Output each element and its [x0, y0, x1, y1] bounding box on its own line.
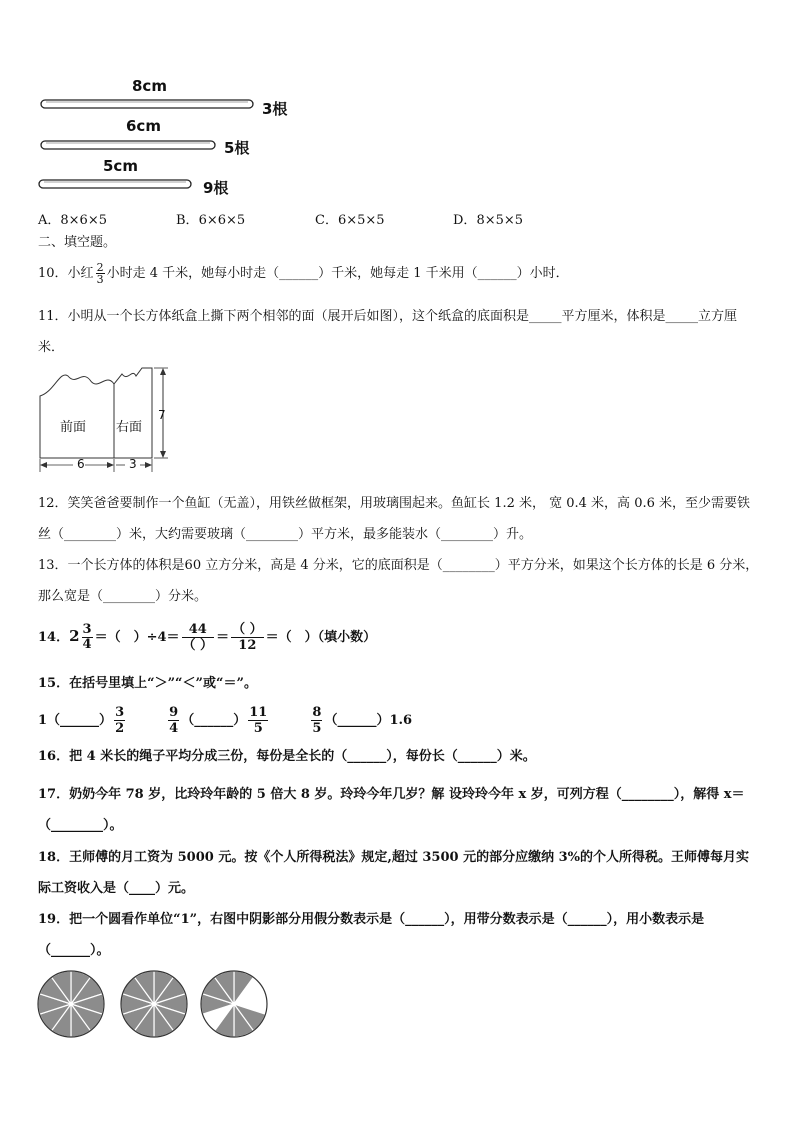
- rod-length-label: 8cm: [132, 77, 167, 95]
- question-15: 15．在括号里填上“＞”“＜”或“＝”。: [38, 676, 257, 691]
- front-face-label: 前面: [60, 420, 87, 435]
- fraction-circles: [36, 966, 276, 1042]
- front-width-label: 6: [77, 457, 85, 471]
- option-b: B．6×6×5: [176, 213, 246, 228]
- right-width-label: 3: [129, 457, 137, 471]
- rod-count-label: 3根: [262, 100, 288, 118]
- question-16: 16．把 4 米长的绳子平均分成三份，每份是全长的（______），每份长（______）米。: [38, 749, 536, 764]
- box-net-figure: [36, 362, 172, 474]
- rod-length-label: 5cm: [103, 157, 138, 175]
- option-a: A．8×6×5: [38, 213, 107, 228]
- rod-count-label: 9根: [203, 179, 229, 197]
- rod-8cm: [38, 97, 260, 111]
- question-19: 19．把一个圆看作单位“1”，右图中阴影部分用假分数表示是（______），用带分数表示是（______），用小数表示是（______）。: [38, 912, 705, 958]
- rod-count-label: 5根: [224, 139, 250, 157]
- question-11: 11．小明从一个长方体纸盒上撕下两个相邻的面（展开后如图），这个纸盒的底面积是_____平方厘米，体积是_____立方厘米．: [38, 309, 738, 355]
- rod-5cm: [36, 177, 196, 191]
- question-18: 18．王师傅的月工资为 5000 元。按《个人所得税法》规定,超过 3500 元的部分应缴纳 3%的个人所得税。王师傅每月实际工资收入是（____）元。: [38, 850, 750, 896]
- section-title: 二、填空题。: [38, 235, 117, 250]
- question-10: 10．小红 $\frac{2}{3}$ 小时走 4 千米，她每小时走（______）千米，她每走 1 千米用（______）小时．: [38, 261, 569, 286]
- question-14: 14．2 $\frac{3}{4}$ ＝（ ）÷4＝ $\frac{44}{( )}$ ＝ $\frac{( )}{12}$ ＝（ ）（填小数）: [38, 622, 377, 653]
- rod-6cm: [38, 138, 220, 152]
- question-17: 17．奶奶今年 78 岁，比玲玲年龄的 5 倍大 8 岁。玲玲今年几岁？解 设玲玲今年 x 岁，可列方程（________），解得 x＝（________）。: [38, 787, 745, 833]
- rod-length-label: 6cm: [126, 117, 161, 135]
- height-label: 7: [158, 408, 166, 422]
- question-13: 13．一个长方体的体积是60 立方分米，高是 4 分米，它的底面积是（________）平方分米，如果这个长方体的长是 6 分米，那么宽是（________）分米。: [38, 558, 759, 604]
- option-c: C．6×5×5: [315, 213, 385, 228]
- right-face-label: 右面: [116, 420, 143, 435]
- question-15-items: 1（______） $\frac{3}{2}$ $\frac{9}{4}$ （______） $\frac{11}{5}$ $\frac{8}{5}$ （______）1.6: [38, 705, 413, 736]
- option-d: D．8×5×5: [453, 213, 524, 228]
- question-12: 12．笑笑爸爸要制作一个鱼缸（无盖），用铁丝做框架，用玻璃围起来。鱼缸长 1.2 米， 宽 0.4 米，高 0.6 米，至少需要铁丝（________）米，大约需要玻璃（________）平方米，最多能装水（________）升。: [38, 496, 750, 542]
